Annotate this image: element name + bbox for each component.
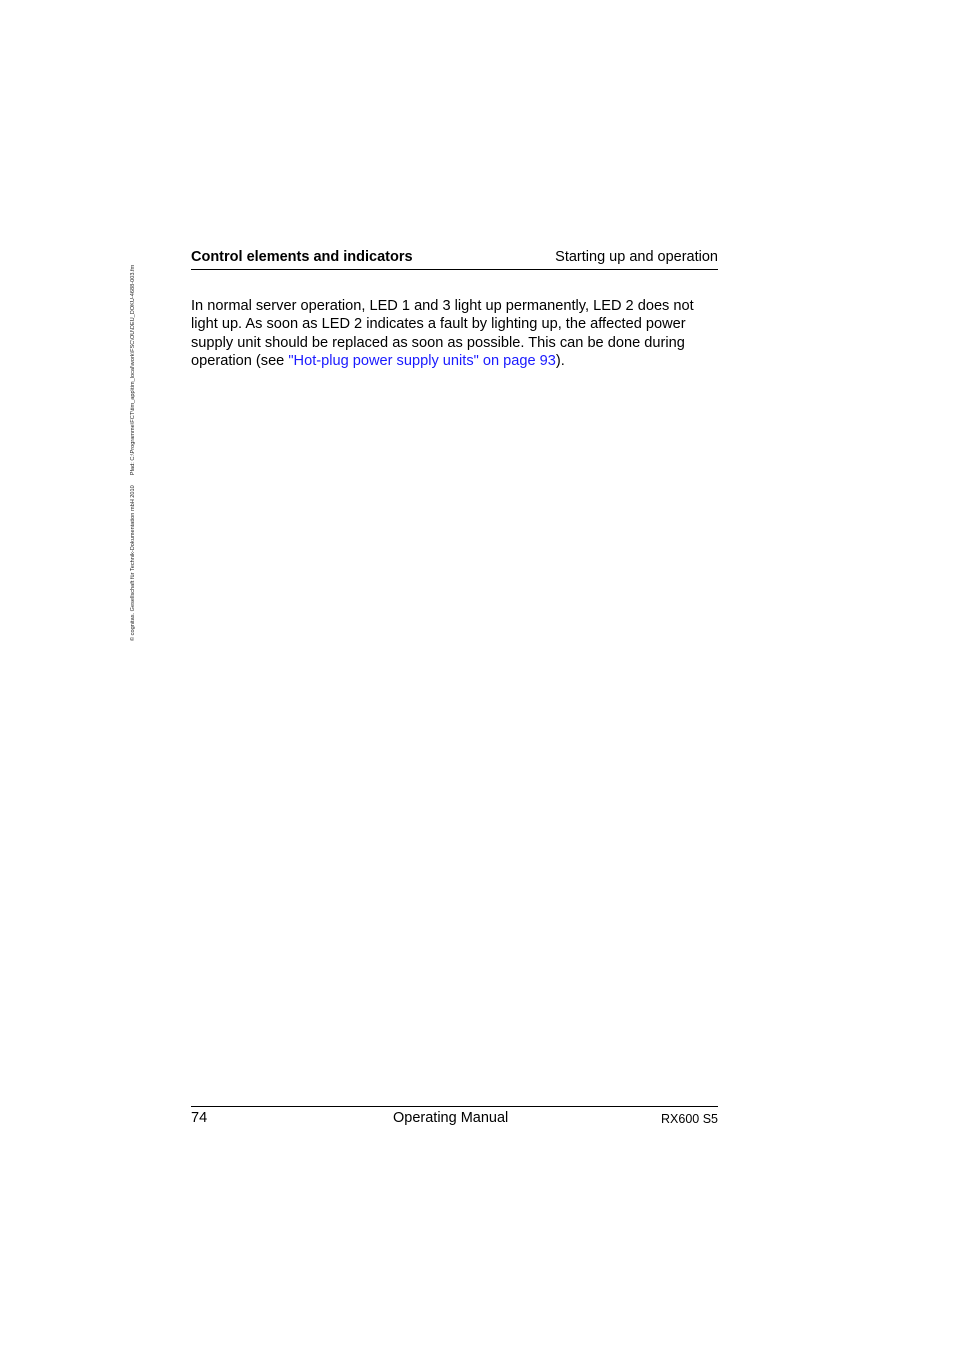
document-title: Operating Manual: [393, 1110, 509, 1126]
side-margin-note-text: [128, 241, 138, 641]
chapter-title: Starting up and operation: [555, 249, 718, 265]
page-number: 74: [191, 1110, 208, 1126]
product-name: RX600 S5: [661, 1112, 718, 1126]
page-header: [191, 247, 718, 270]
copyright-note: © cognitas. Gesellschaft für Technik-Dokumentation mbH 2010: [130, 485, 136, 641]
side-margin-note: [128, 241, 138, 641]
cross-reference-link[interactable]: "Hot-plug power supply units" on page 93: [288, 353, 556, 370]
file-path-note: Pfad: C:\Programme\FCT\tim_app\tim_local\work\FSC\OU\DEU_DOKU-4688-003.fm: [130, 264, 136, 476]
section-title: Control elements and indicators: [191, 249, 413, 265]
body-paragraph: [191, 297, 721, 371]
paragraph-text: In normal server operation, LED 1 and 3 light up permanently, LED 2 does not light up. As soon as LED 2 indicates a fault by lighting up, the affected power supply unit should be replaced as soon as possible. This can be done during operation (see: [191, 298, 694, 370]
paragraph-text-end: ).: [555, 353, 565, 370]
page-footer: [191, 1106, 718, 1131]
